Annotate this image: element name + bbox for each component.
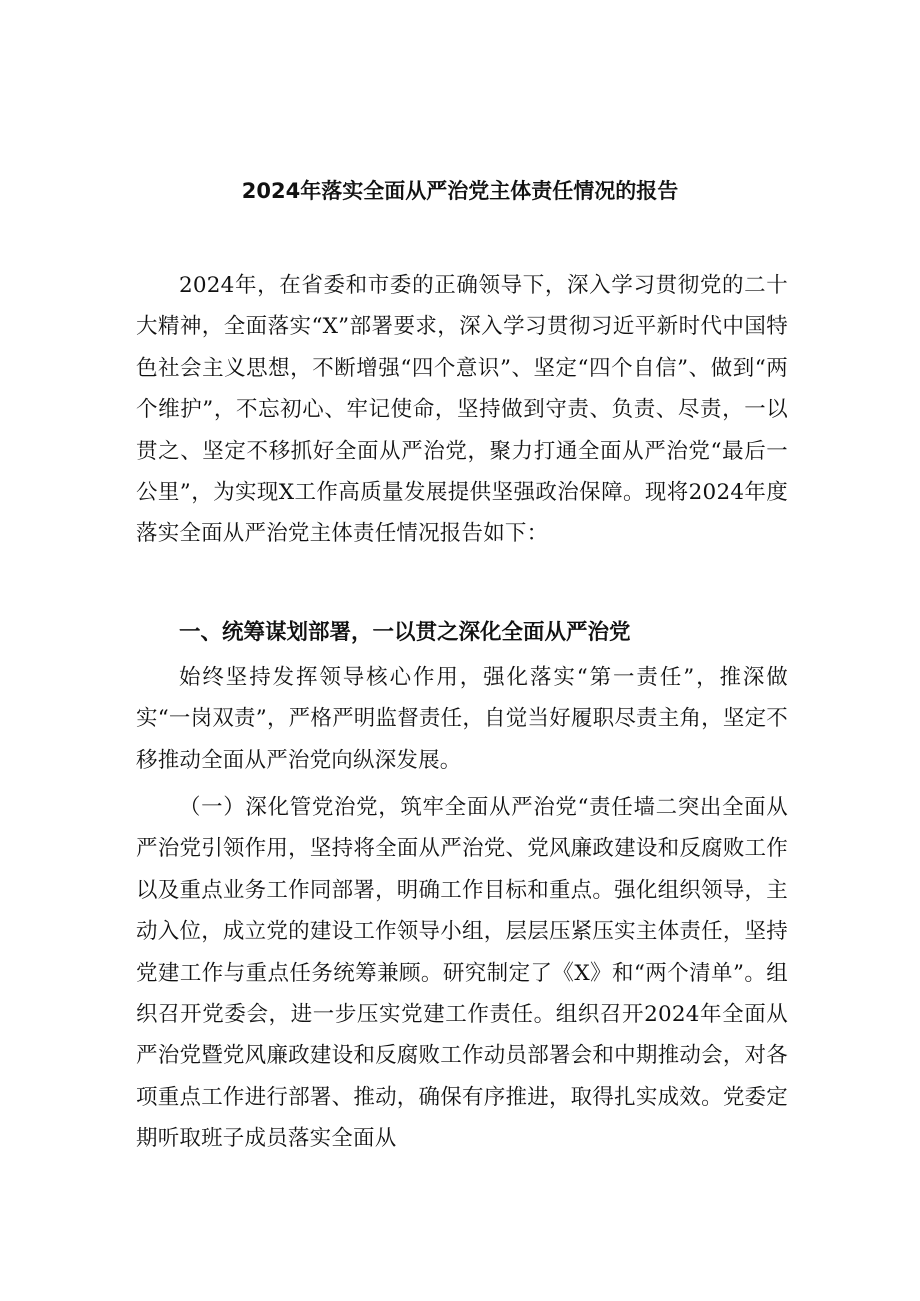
section-1-heading: 一、统筹谋划部署，一以贯之深化全面从严治党 [179,620,631,645]
document-title: 2024年落实全面从严治党主体责任情况的报告 [241,179,679,203]
subsection-1-lead: （一）深化管党治党，筑牢全面从严治党“责任墙二 [179,795,678,820]
subsection-1-paragraph [136,787,788,1160]
intro-paragraph: 2024年，在省委和市委的正确领导下，深入学习贯彻党的二十大精神，全面落实“X”部署要求，深入学习贯彻习近平新时代中国特色社会主义思想，不断增强“四个意识”、坚定“四个自信”、做到“两个维护”，不忘初心、牢记使命，坚持做到守责、负责、尽责，一以贯之、坚定不移抓好全面从严治党，聚力打通全面从严治党“最后一公里”，为实现X工作高质量发展提供坚强政治保障。现将2024年度落实全面从严治党主体责任情况报告如下： [136,273,788,547]
section-1-paragraph: 始终坚持发挥领导核心作用，强化落实“第一责任”，推深做实“一岗双责”，严格严明监督责任，自觉当好履职尽责主角，坚定不移推动全面从严治党向纵深发展。 [136,665,788,773]
subsection-1-text: 突出全面从严治党引领作用，坚持将全面从严治党、党风廉政建设和反腐败工作以及重点业务工作同部署，明确工作目标和重点。强化组织领导，主动入位，成立党的建设工作领导小组，层层压紧压实主体责任，坚持党建工作与重点任务统筹兼顾。研究制定了《X》和“两个清单”。组织召开党委会，进一步压实党建工作责任。组织召开2024年全面从严治党暨党风廉政建设和反腐败工作动员部署会和中期推动会，对各项重点工作进行部署、推动，确保有序推进，取得扎实成效。党委定期听取班子成员落实全面从 [136,795,788,1152]
